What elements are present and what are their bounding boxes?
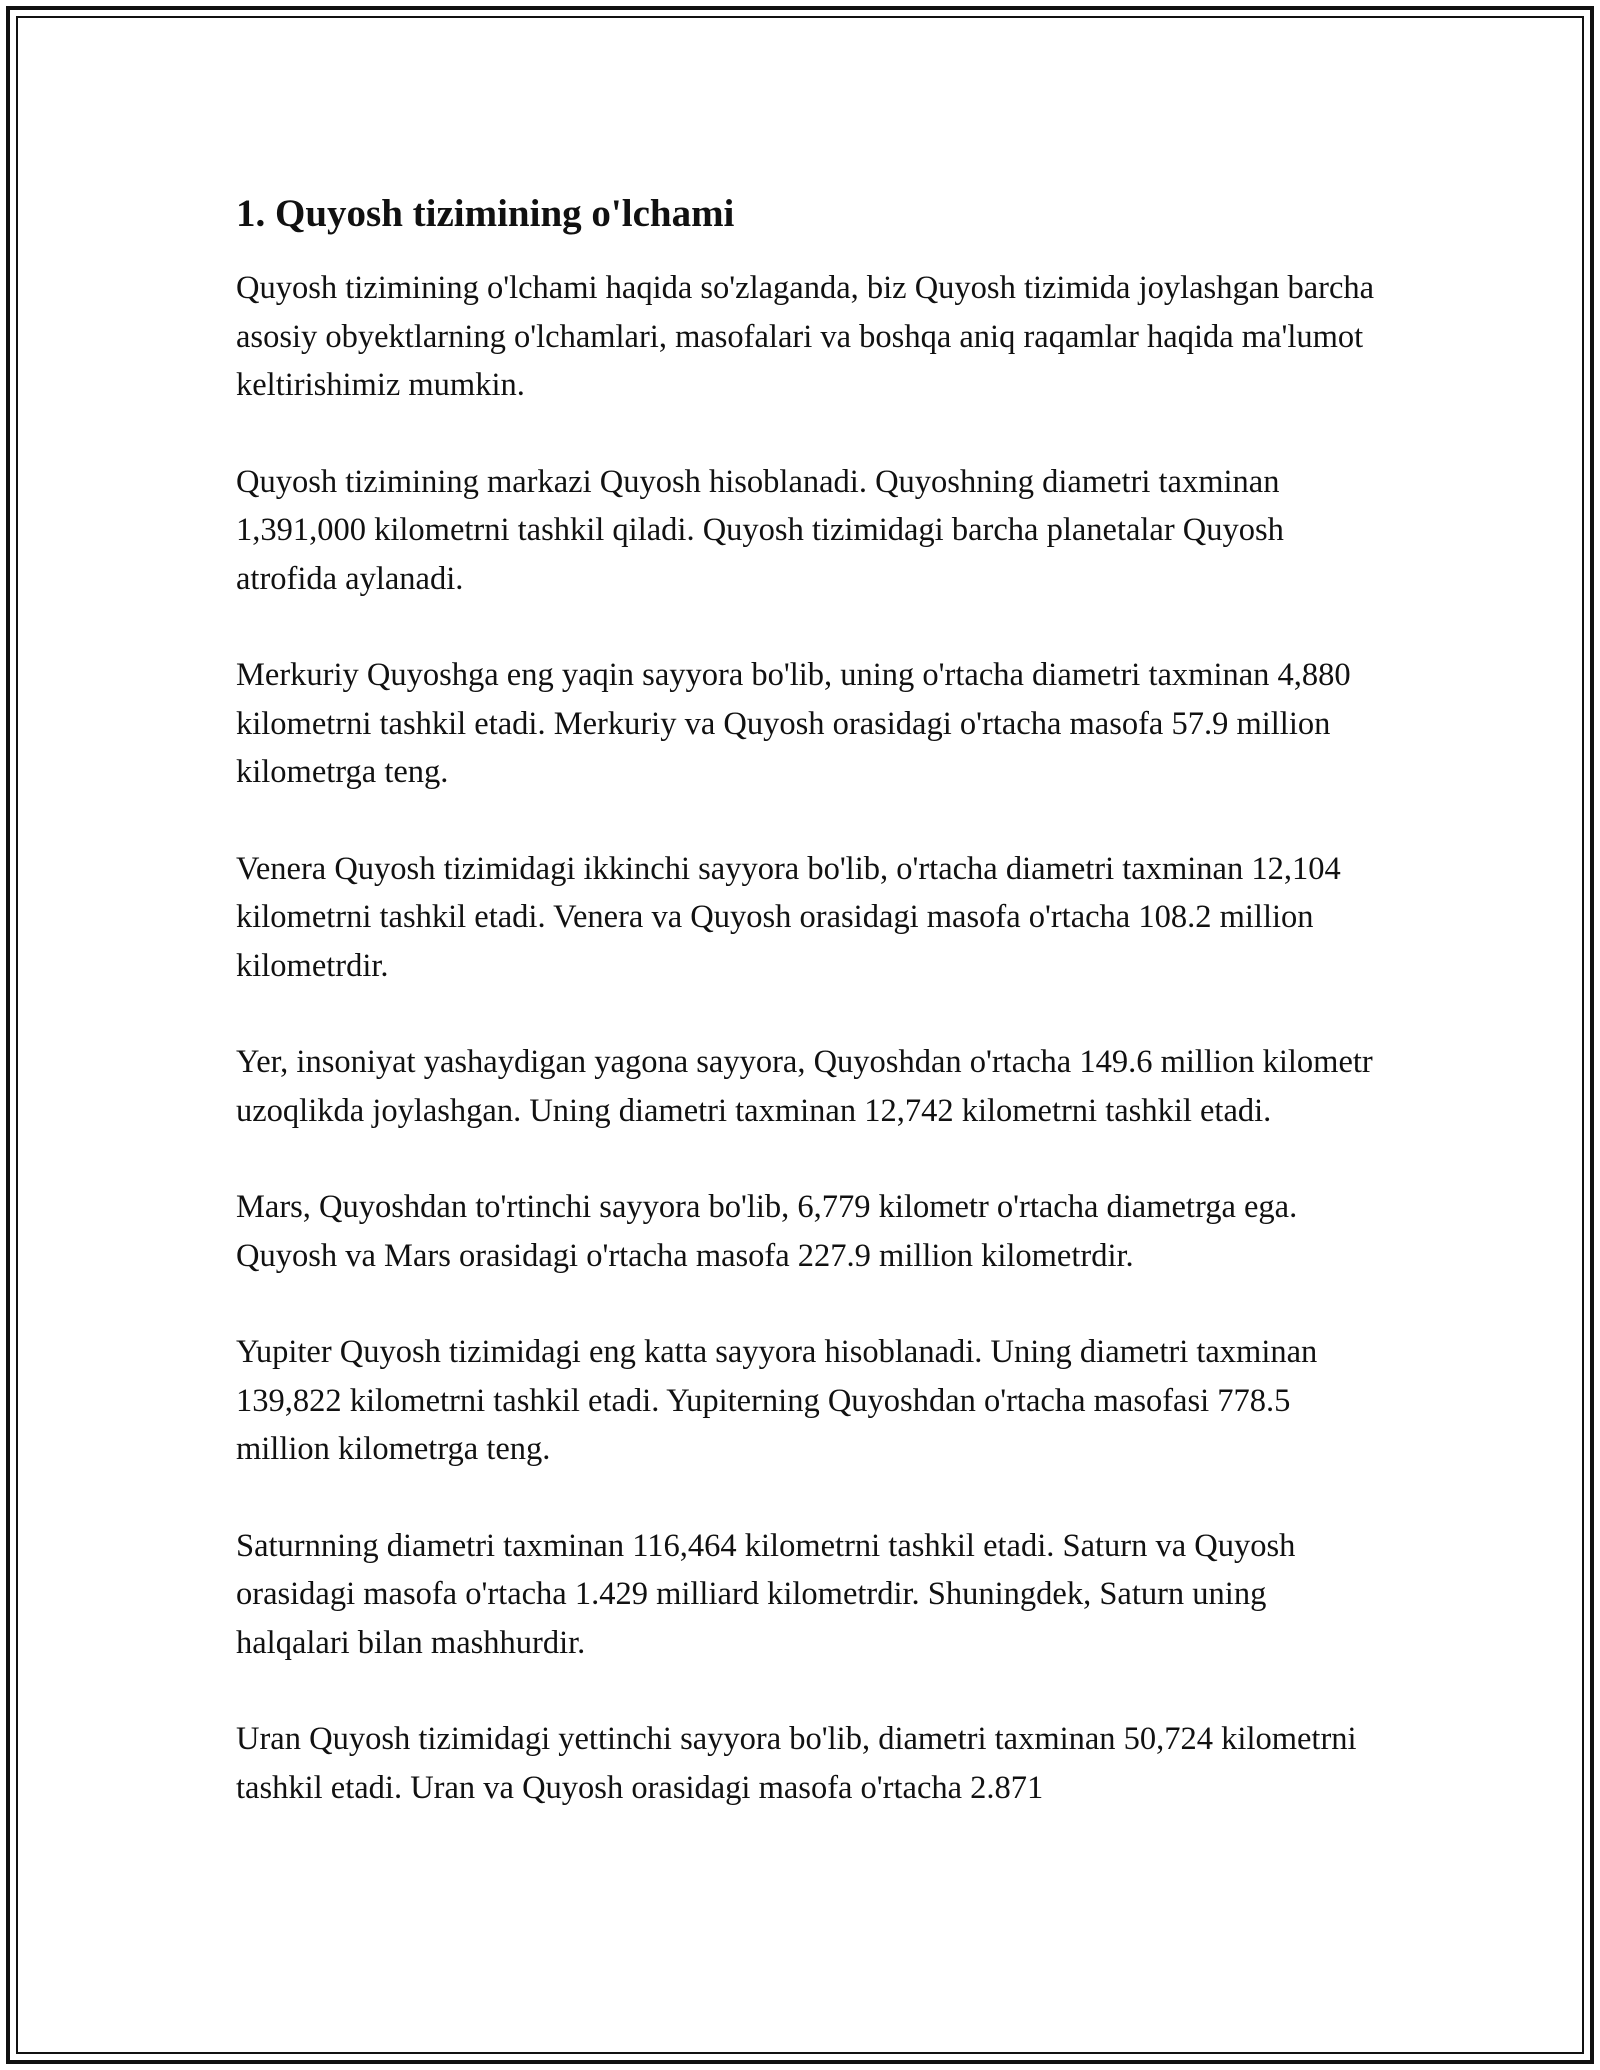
section-heading: 1. Quyosh tizimining o'lchami bbox=[236, 192, 735, 235]
paragraph-mercury: Merkuriy Quyoshga eng yaqin sayyora bo'lib, uning o'rtacha diametri taxminan 4,880 kilometrni tashkil etadi. Merkuriy va Quyosh orasidagi o'rtacha masofa 57.9 million kilometrga teng. bbox=[236, 657, 1351, 790]
paragraph-venus: Venera Quyosh tizimidagi ikkinchi sayyora bo'lib, o'rtacha diametri taxminan 12,104 kilometrni tashkil etadi. Venera va Quyosh orasidagi masofa o'rtacha 108.2 million kilometrdir. bbox=[236, 850, 1341, 984]
paragraph-uranus: Uran Quyosh tizimidagi yettinchi sayyora bo'lib, diametri taxminan 50,724 kilometrni tashkil etadi. Uran va Quyosh orasidagi masofa o'rtacha 2.871 bbox=[236, 1721, 1357, 1806]
paragraph-sun: Quyosh tizimining markazi Quyosh hisoblanadi. Quyoshning diametri taxminan 1,391,000 kilometrni tashkil qiladi. Quyosh tizimidagi barcha planetalar Quyosh atrofida aylanadi. bbox=[236, 463, 1284, 597]
paragraph-mars: Mars, Quyoshdan to'rtinchi sayyora bo'lib, 6,779 kilometr o'rtacha diametrga ega. Quyosh va Mars orasidagi o'rtacha masofa 227.9 million kilometrdir. bbox=[236, 1189, 1298, 1274]
paragraph-intro: Quyosh tizimining o'lchami haqida so'zlaganda, biz Quyosh tizimida joylashgan barcha asosiy obyektlarning o'lchamlari, masofalari va boshqa aniq raqamlar haqida ma'lumot keltirishimiz mumkin. bbox=[236, 270, 1375, 403]
paragraph-earth: Yer, insoniyat yashaydigan yagona sayyora, Quyoshdan o'rtacha 149.6 million kilometr uzoqlikda joylashgan. Uning diametri taxminan 12,742 kilometrni tashkil etadi. bbox=[236, 1044, 1373, 1129]
paragraph-jupiter: Yupiter Quyosh tizimidagi eng katta sayyora hisoblanadi. Uning diametri taxminan 139,822 kilometrni tashkil etadi. Yupiterning Quyoshdan o'rtacha masofasi 778.5 million kilometrga teng. bbox=[236, 1334, 1318, 1467]
document-body bbox=[236, 188, 1376, 1860]
paragraph-saturn: Saturnning diametri taxminan 116,464 kilometrni tashkil etadi. Saturn va Quyosh orasidagi masofa o'rtacha 1.429 milliard kilometrdir. Shuningdek, Saturn uning halqalari bilan mashhurdir. bbox=[236, 1527, 1296, 1661]
